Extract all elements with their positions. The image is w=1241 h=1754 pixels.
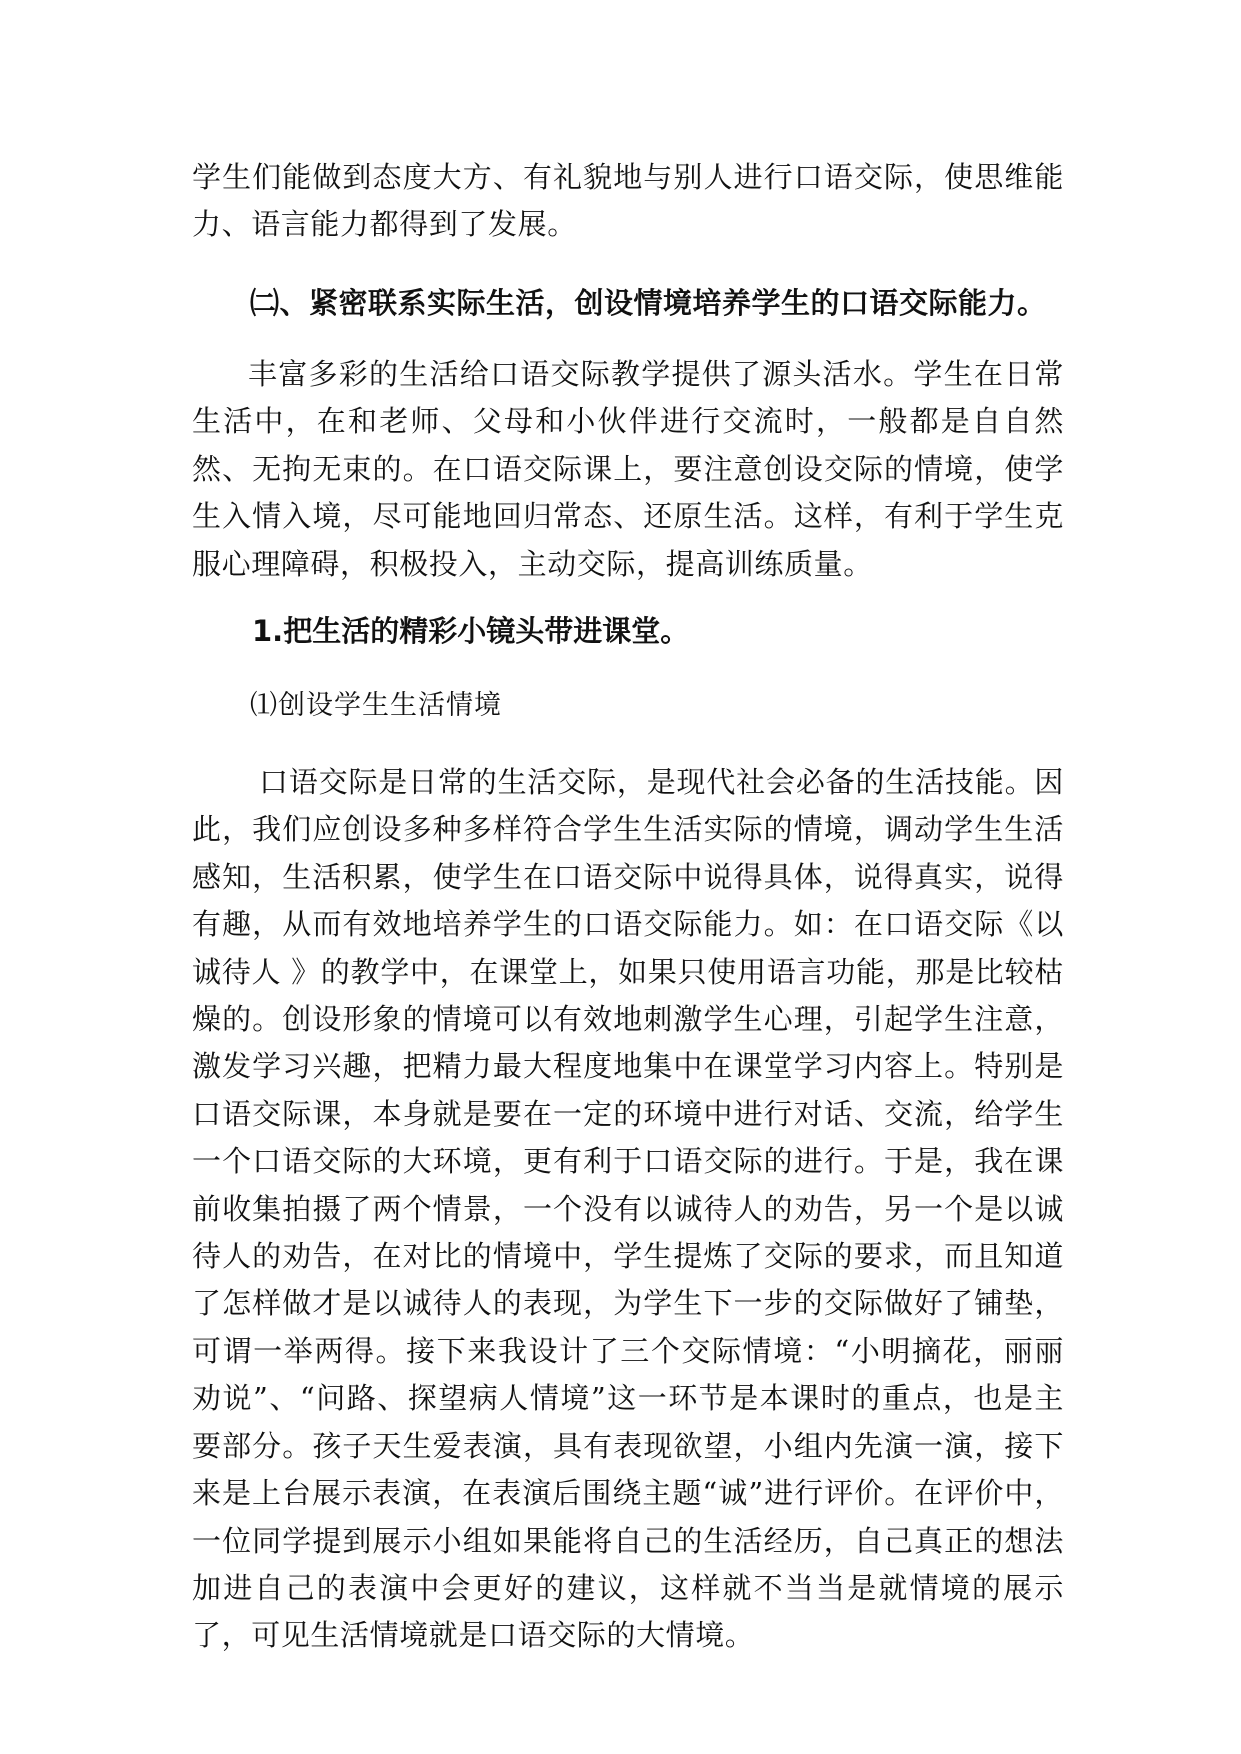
section-paragraph: 丰富多彩的生活给口语交际教学提供了源头活水。学生在日常生活中，在和老师、父母和小伙伴进行交流时，一般都是自自然然、无拘无束的。在口语交际课上，要注意创设交际的情境，使学生入情入境，尽可能地回归常态、还原生活。这样，有利于学生克服心理障碍，积极投入，主动交际，提高训练质量。	[192, 357, 1064, 581]
intro-paragraph: 学生们能做到态度大方、有礼貌地与别人进行口语交际，使思维能力、语言能力都得到了发展。	[192, 160, 1064, 242]
main-paragraph: 口语交际是日常的生活交际，是现代社会必备的生活技能。因此，我们应创设多种多样符合学生生活实际的情境，调动学生生活感知，生活积累，使学生在口语交际中说得具体，说得真实，说得有趣，从而有效地培养学生的口语交际能力。如：在口语交际《以诚待人 》的教学中，在课堂上，如果只使用语言功能，那是比较枯燥的。创设形象的情境可以有效地刺激学生心理，引起学生注意，激发学习兴趣，把精力最大程度地集中在课堂学习内容上。特别是口语交际课，本身就是要在一定的环境中进行对话、交流，给学生一个口语交际的大环境，更有利于口语交际的进行。于是，我在课前收集拍摄了两个情景，一个没有以诚待人的劝告，另一个是以诚待人的劝告，在对比的情境中，学生提炼了交际的要求，而且知道了怎样做才是以诚待人的表现，为学生下一步的交际做好了铺垫，可谓一举两得。接下来我设计了三个交际情境：“小明摘花，丽丽劝说”、“问路、探望病人情境”这一环节是本课时的重点，也是主要部分。孩子天生爱表演，具有表现欲望，小组内先演一演，接下来是上台展示表演，在表演后围绕主题“诚”进行评价。在评价中，一位同学提到展示小组如果能将自己的生活经历，自己真正的想法加进自己的表演中会更好的建议，这样就不当当是就情境的展示了，可见生活情境就是口语交际的大情境。	[192, 765, 1064, 1653]
section-heading: ㈡、紧密联系实际生活，创设情境培养学生的口语交际能力。	[250, 286, 1047, 320]
subheading: 1.把生活的精彩小镜头带进课堂。	[252, 614, 690, 648]
sub-subheading: ⑴创设学生生活情境	[250, 690, 502, 721]
